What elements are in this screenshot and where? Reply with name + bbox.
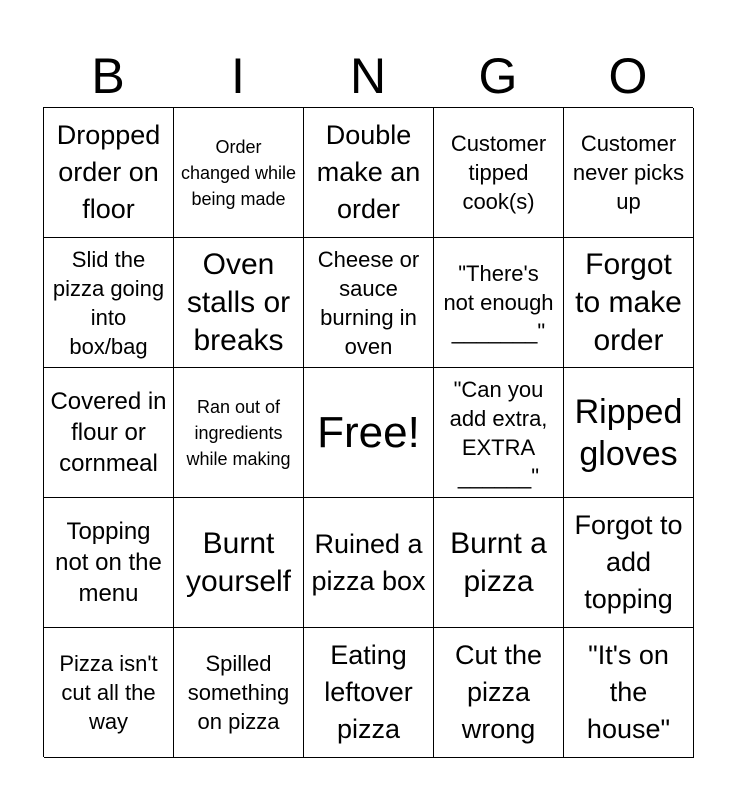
- free-space-text: Free!: [317, 407, 420, 457]
- bingo-cell[interactable]: [564, 368, 694, 498]
- header-letter-o: O: [608, 48, 648, 104]
- free-space-cell[interactable]: [304, 368, 434, 498]
- bingo-cell[interactable]: [304, 628, 434, 758]
- bingo-cell[interactable]: [304, 108, 434, 238]
- bingo-cell[interactable]: [174, 498, 304, 628]
- header-letter-g: G: [478, 48, 518, 104]
- cell-text: Dropped order on floor: [56, 120, 161, 224]
- cell-text: Double make an order: [316, 120, 421, 224]
- cell-text: Ripped gloves: [574, 392, 683, 473]
- bingo-cell[interactable]: [434, 498, 564, 628]
- cell-text: Oven stalls or breaks: [186, 247, 291, 357]
- cell-text: Eating leftover pizza: [324, 640, 413, 744]
- bingo-cell[interactable]: [174, 628, 304, 758]
- cell-text: "Can you add extra, EXTRA ______": [449, 376, 548, 489]
- bingo-cell[interactable]: [434, 368, 564, 498]
- cell-text: Forgot to add topping: [574, 510, 683, 614]
- bingo-cell[interactable]: [434, 238, 564, 368]
- bingo-board: [43, 107, 693, 757]
- cell-text: Pizza isn't cut all the way: [59, 651, 158, 734]
- cell-text: Cheese or sauce burning in oven: [317, 246, 420, 359]
- header-letter-b: B: [91, 48, 125, 104]
- cell-text: Spilled something on pizza: [187, 651, 290, 734]
- bingo-cell[interactable]: [434, 628, 564, 758]
- bingo-cell[interactable]: [564, 498, 694, 628]
- cell-text: Customer never picks up: [572, 131, 685, 214]
- cell-text: Covered in flour or cornmeal: [50, 388, 167, 477]
- bingo-cell[interactable]: [564, 628, 694, 758]
- bingo-header: [43, 44, 693, 108]
- bingo-cell[interactable]: [304, 238, 434, 368]
- cell-text: "It's on the house": [586, 640, 671, 744]
- bingo-cell[interactable]: [564, 108, 694, 238]
- cell-text: "There's not enough _______": [443, 261, 554, 344]
- cell-text: Forgot to make order: [575, 247, 682, 357]
- bingo-cell[interactable]: [44, 498, 174, 628]
- cell-text: Ran out of ingredients while making: [186, 396, 291, 469]
- bingo-cell[interactable]: [174, 108, 304, 238]
- bingo-cell[interactable]: [564, 238, 694, 368]
- cell-text: Burnt yourself: [185, 526, 292, 598]
- cell-text: Customer tipped cook(s): [450, 131, 547, 214]
- cell-text: Cut the pizza wrong: [454, 640, 543, 744]
- cell-text: Burnt a pizza: [450, 526, 547, 598]
- bingo-cell[interactable]: [174, 368, 304, 498]
- cell-text: Slid the pizza going into box/bag: [52, 246, 165, 359]
- cell-text: Ruined a pizza box: [311, 528, 426, 596]
- bingo-cell[interactable]: [44, 238, 174, 368]
- bingo-cell[interactable]: [304, 498, 434, 628]
- header-letter-n: N: [349, 48, 387, 104]
- bingo-cell[interactable]: [44, 628, 174, 758]
- bingo-cell[interactable]: [434, 108, 564, 238]
- cell-text: Order changed while being made: [180, 136, 297, 209]
- bingo-cell[interactable]: [174, 238, 304, 368]
- bingo-cell[interactable]: [44, 108, 174, 238]
- bingo-cell[interactable]: [44, 368, 174, 498]
- cell-text: Topping not on the menu: [55, 518, 162, 607]
- header-letter-i: I: [231, 48, 245, 104]
